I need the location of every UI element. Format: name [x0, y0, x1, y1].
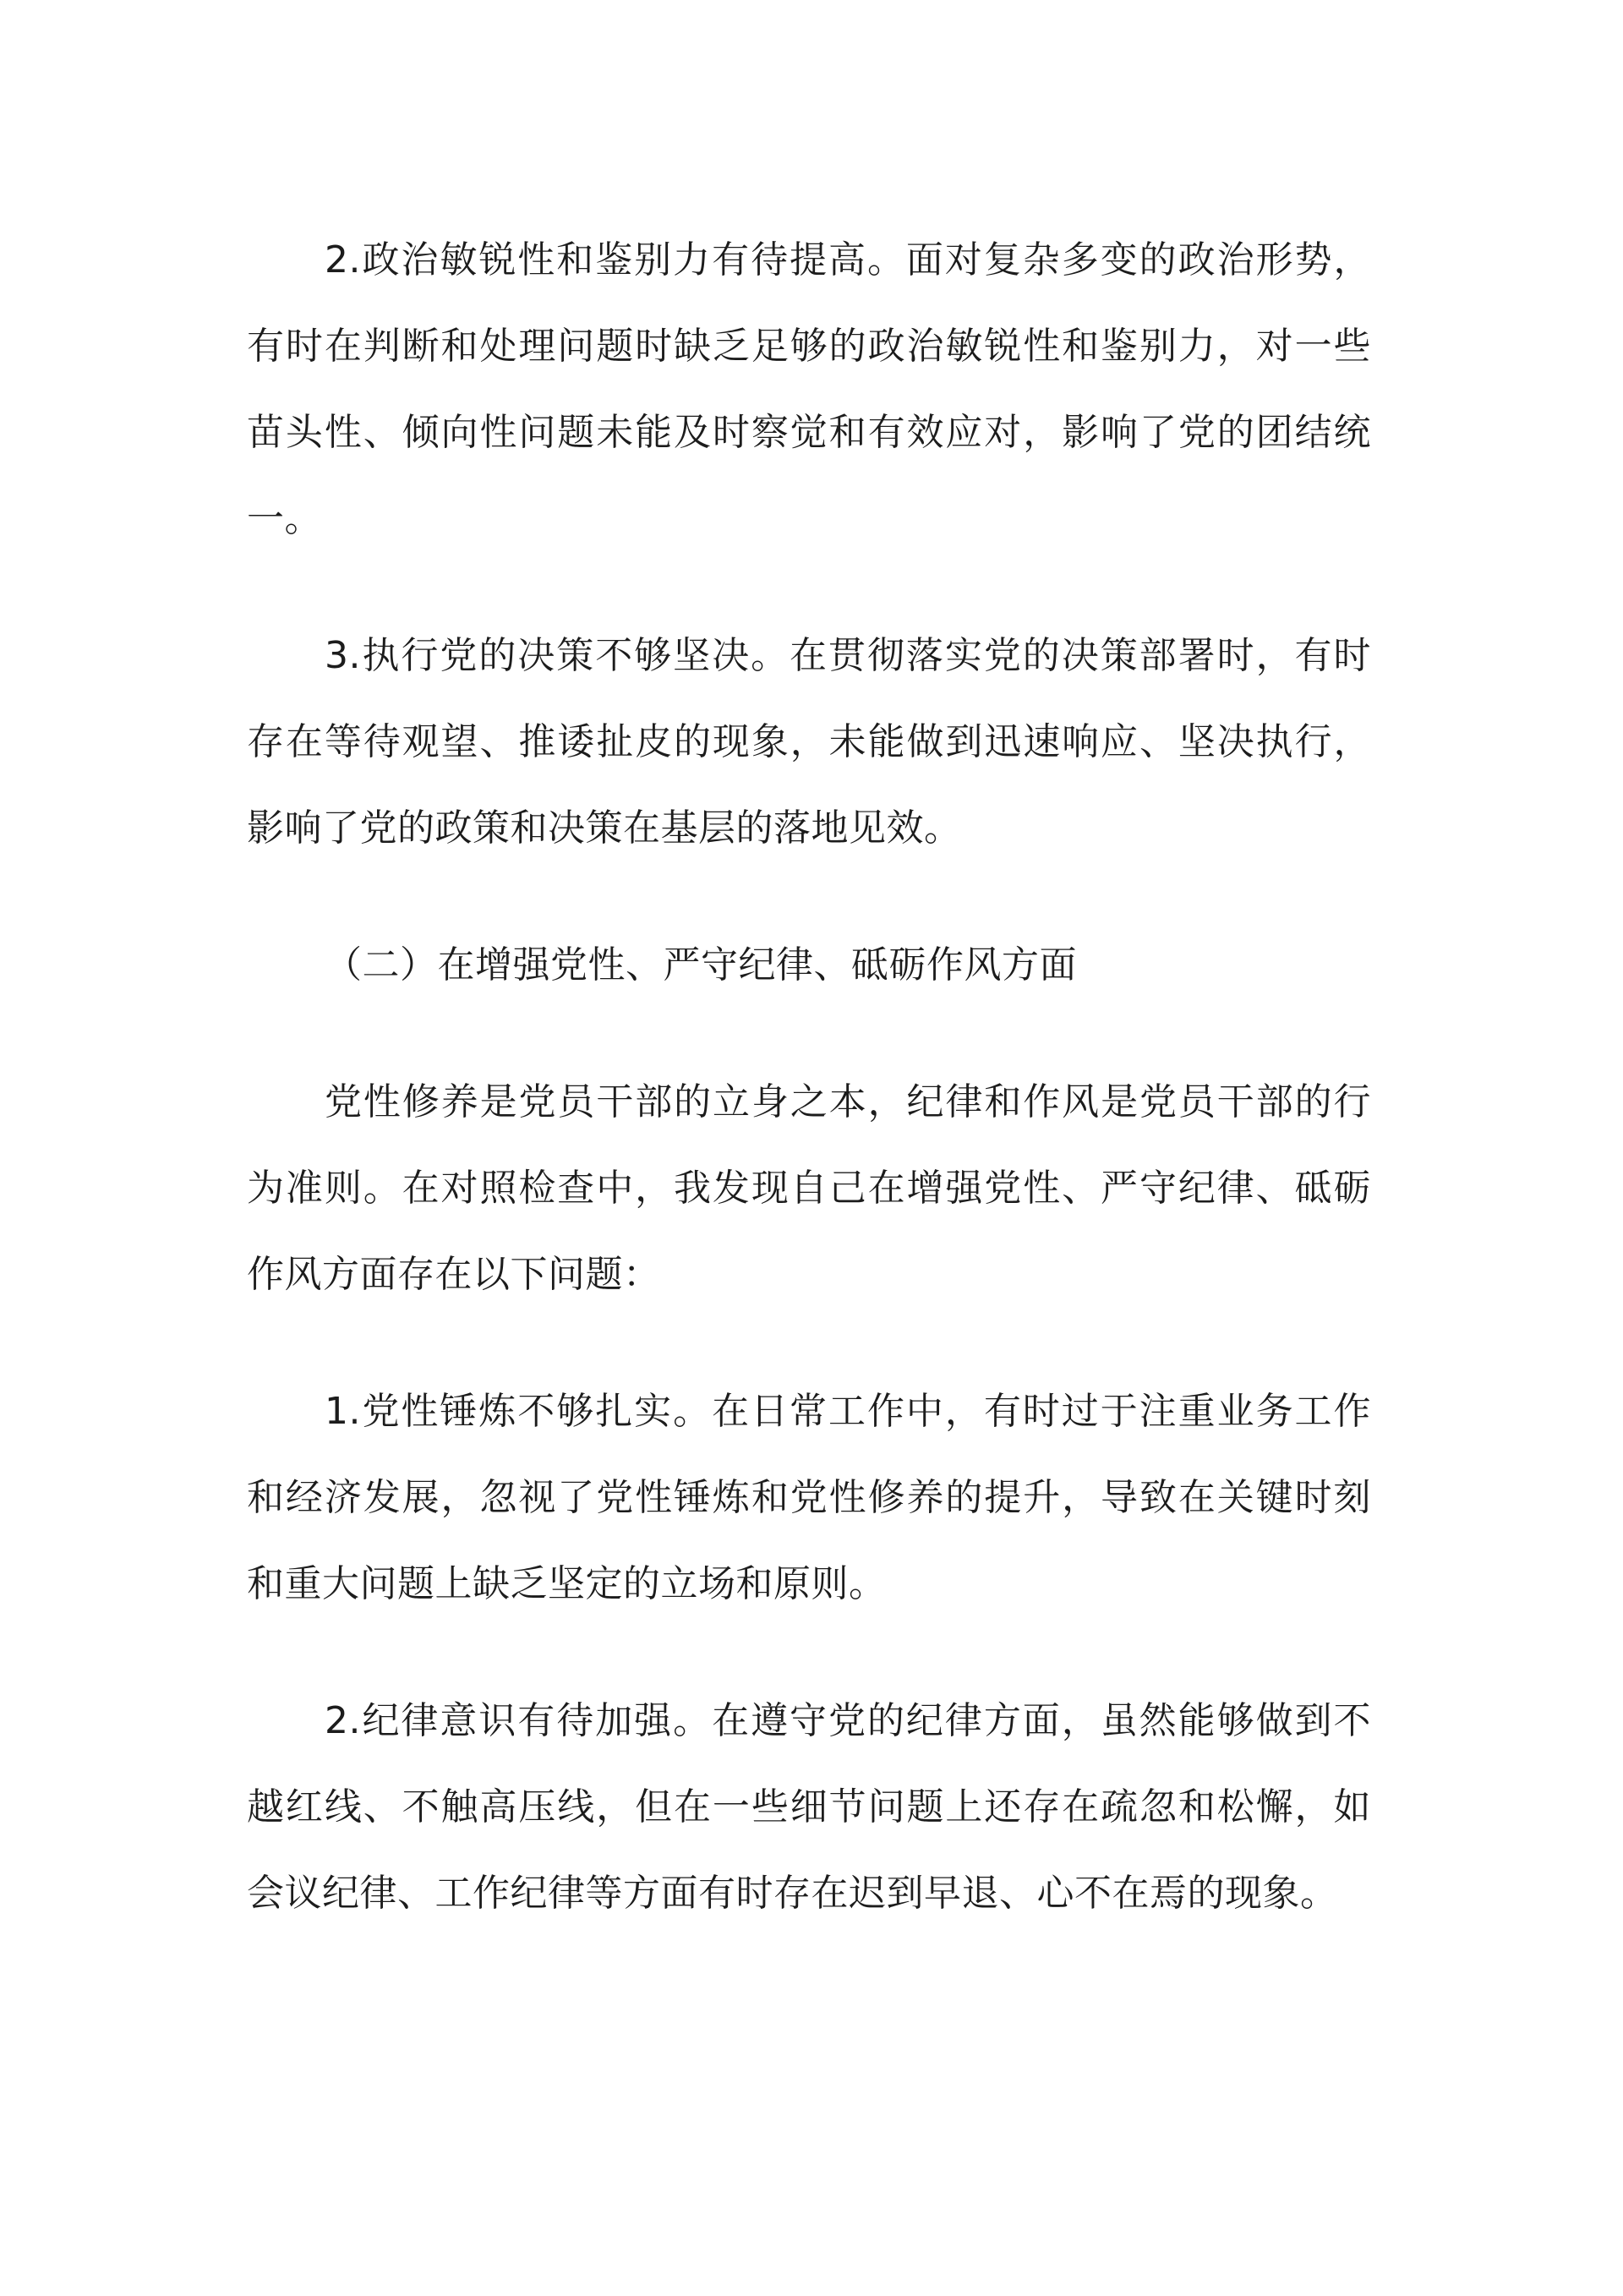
paragraph-party-spirit-training: 1.党性锤炼不够扎实。在日常工作中，有时过于注重业务工作和经济发展，忽视了党性锤炼和党性修养的提升，导致在关键时刻和重大问题上缺乏坚定的立场和原则。 [247, 1390, 1371, 1605]
paragraph-policy-execution: 3.执行党的决策不够坚决。在贯彻落实党的决策部署时，有时存在等待观望、推诿扯皮的现象，未能做到迅速响应、坚决执行，影响了党的政策和决策在基层的落地见效。 [247, 634, 1371, 850]
paragraph-section-intro: 党性修养是党员干部的立身之本，纪律和作风是党员干部的行为准则。在对照检查中，我发现自己在增强党性、严守纪律、砥砺作风方面存在以下问题： [247, 1080, 1371, 1296]
paragraph-discipline-awareness: 2.纪律意识有待加强。在遵守党的纪律方面，虽然能够做到不越红线、不触高压线，但在一些细节问题上还存在疏忽和松懈，如会议纪律、工作纪律等方面有时存在迟到早退、心不在焉的现象。 [247, 1699, 1371, 1915]
paragraph-political-sensitivity: 2.政治敏锐性和鉴别力有待提高。面对复杂多变的政治形势，有时在判断和处理问题时缺乏足够的政治敏锐性和鉴别力，对一些苗头性、倾向性问题未能及时察觉和有效应对，影响了党的团结统一。 [247, 238, 1371, 540]
section-heading: （二）在增强党性、严守纪律、砥砺作风方面 [325, 943, 1077, 987]
document-body [247, 217, 1371, 1987]
